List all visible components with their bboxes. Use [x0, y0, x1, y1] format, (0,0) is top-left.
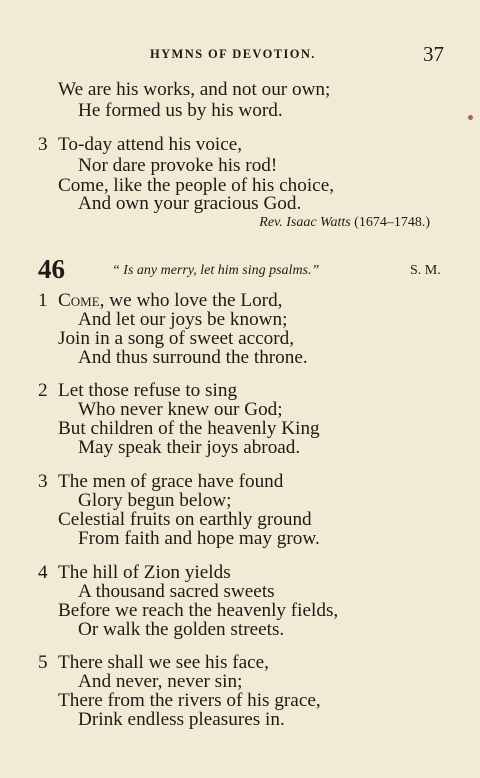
verse-line — [38, 134, 242, 156]
verse-line: From faith and hope may grow. — [78, 528, 320, 549]
verse-line: Join in a song of sweet accord, — [58, 328, 295, 349]
verse-line: There from the rivers of his grace, — [58, 690, 321, 711]
stanza-number: 3 — [38, 471, 48, 492]
author-dates: (1674–1748.) — [354, 215, 430, 230]
verse-line: And let our joys be known; — [78, 309, 288, 330]
verse-line: Celestial fruits on earthly ground — [58, 509, 312, 530]
verse-line: Come, like the people of his choice, — [58, 175, 335, 196]
verse-text: Let those refuse to sing — [58, 380, 238, 401]
verse-line: Drink endless pleasures in. — [78, 709, 285, 730]
verse-line: He formed us by his word. — [78, 100, 283, 121]
verse-line: A thousand sacred sweets — [78, 581, 275, 602]
verse-line: And thus surround the throne. — [78, 347, 308, 368]
verse-line: Or walk the golden streets. — [78, 619, 285, 640]
verse-line: Before we reach the heavenly fields, — [58, 600, 339, 621]
verse-text: To-day attend his voice, — [58, 134, 243, 155]
stanza-number: 3 — [38, 134, 48, 155]
hymn-number: 46 — [38, 254, 65, 284]
verse-text: The hill of Zion yields — [58, 562, 231, 583]
verse-text: The men of grace have found — [58, 471, 284, 492]
stanza-number: 4 — [38, 562, 48, 583]
author-name: Rev. Isaac Watts — [259, 215, 351, 230]
running-title: HYMNS OF DEVOTION. — [150, 47, 316, 61]
verse-text: we who love the Lord, — [104, 290, 283, 311]
stanza-number: 1 — [38, 290, 48, 311]
verse-line: And own your gracious God. — [78, 193, 302, 214]
hymn-heading — [0, 254, 480, 284]
attribution — [259, 215, 430, 231]
verse-line: Who never knew our God; — [78, 399, 283, 420]
hymn-meter: S. M. — [410, 263, 441, 278]
hymn-epigraph: “ Is any merry, let him sing psalms.” — [112, 263, 320, 278]
verse-line: We are his works, and not our own; — [58, 79, 331, 100]
verse-line: And never, never sin; — [78, 671, 243, 692]
page-header — [0, 44, 480, 68]
stanza-number: 2 — [38, 380, 48, 401]
verse-line: Nor dare provoke his rod! — [78, 155, 278, 176]
verse-text: There shall we see his face, — [58, 652, 269, 673]
verse-line: May speak their joys abroad. — [78, 437, 301, 458]
verse-line: But children of the heavenly King — [58, 418, 320, 439]
stanza-number: 5 — [38, 652, 48, 673]
page-number: 37 — [423, 42, 444, 66]
paper-speck — [468, 115, 473, 120]
first-word: Come, — [58, 290, 105, 311]
verse-line: Glory begun below; — [78, 490, 232, 511]
